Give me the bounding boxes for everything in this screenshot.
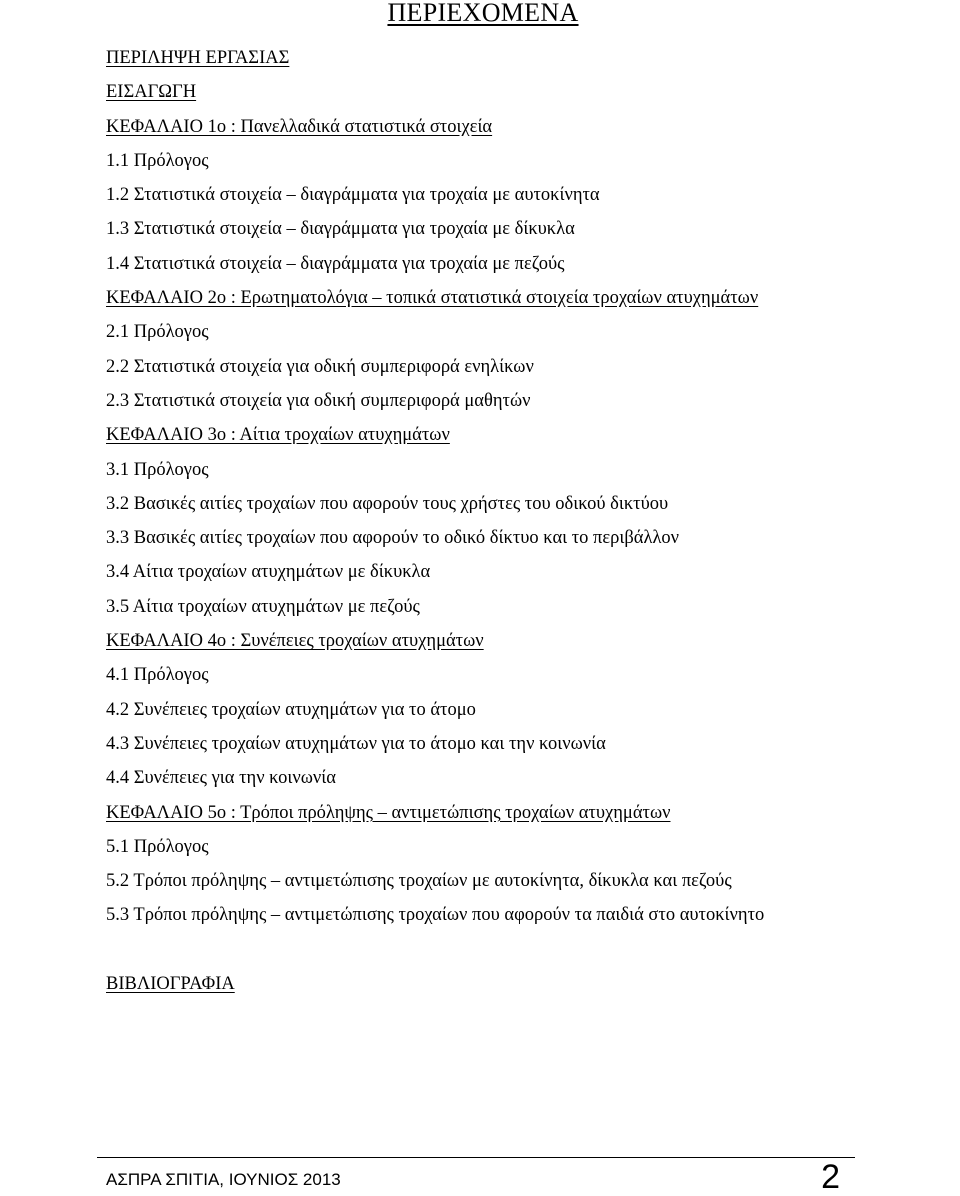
toc-section-link[interactable] [106, 590, 764, 624]
page-number: 2 [821, 1158, 840, 1196]
toc-entry-label: ΕΙΣΑΓΩΓΗ [106, 82, 197, 103]
toc-chapter-link[interactable] [106, 418, 764, 452]
toc-chapter-link[interactable] [106, 41, 764, 75]
toc-section-link[interactable] [106, 693, 764, 727]
toc-section-link[interactable] [106, 898, 764, 932]
toc-chapter-link[interactable] [106, 281, 764, 315]
toc-chapter-link[interactable] [106, 110, 764, 144]
toc-section-link[interactable] [106, 830, 764, 864]
toc-entry-label: 5.2 Τρόποι πρόληψης – αντιμετώπισης τροχαίων με αυτοκίνητα, δίκυκλα και πεζούς [106, 871, 732, 892]
page-title: ΠΕΡΙΕΧΟΜΕΝΑ [387, 0, 579, 27]
toc-section-link[interactable] [106, 864, 764, 898]
toc-chapter-link[interactable] [106, 967, 764, 1001]
toc-section-link[interactable] [106, 487, 764, 521]
toc-entry-label: 4.3 Συνέπειες τροχαίων ατυχημάτων για το άτομο και την κοινωνία [106, 733, 606, 754]
toc-entry-label: 4.4 Συνέπειες για την κοινωνία [106, 768, 336, 789]
toc-section-link[interactable] [106, 727, 764, 761]
footer-divider [97, 1157, 855, 1158]
toc-entry-label: 1.4 Στατιστικά στοιχεία – διαγράμματα για τροχαία με πεζούς [106, 253, 565, 274]
toc-section-link[interactable] [106, 144, 764, 178]
toc-entry-label: 2.3 Στατιστικά στοιχεία για οδική συμπεριφορά μαθητών [106, 390, 531, 411]
toc-entry-label: ΚΕΦΑΛΑΙΟ 1ο : Πανελλαδικά στατιστικά στοιχεία [106, 116, 493, 137]
footer-text: ΑΣΠΡΑ ΣΠΙΤΙΑ, ΙΟΥΝΙΟΣ 2013 [106, 1170, 341, 1189]
toc-section-link[interactable] [106, 521, 764, 555]
toc-section-link[interactable] [106, 658, 764, 692]
toc-entry-label: 2.1 Πρόλογος [106, 322, 209, 343]
toc-section-link[interactable] [106, 247, 764, 281]
toc-section-link[interactable] [106, 761, 764, 795]
toc-entry-label: ΚΕΦΑΛΑΙΟ 2ο : Ερωτηματολόγια – τοπικά στατιστικά στοιχεία τροχαίων ατυχημάτων [106, 288, 759, 309]
toc-section-link[interactable] [106, 178, 764, 212]
toc-entry-label: 3.5 Αίτια τροχαίων ατυχημάτων με πεζούς [106, 596, 420, 617]
toc-entry-label: 2.2 Στατιστικά στοιχεία για οδική συμπεριφορά ενηλίκων [106, 356, 534, 377]
toc-entry-label: 5.1 Πρόλογος [106, 836, 209, 857]
toc-section-link[interactable] [106, 453, 764, 487]
toc-entry-label: 5.3 Τρόποι πρόληψης – αντιμετώπισης τροχαίων που αφορούν τα παιδιά στο αυτοκίνητο [106, 905, 765, 926]
toc-entry-label: ΚΕΦΑΛΑΙΟ 3ο : Αίτια τροχαίων ατυχημάτων [106, 425, 450, 446]
toc-entry-label: 3.3 Βασικές αιτίες τροχαίων που αφορούν το οδικό δίκτυο και το περιβάλλον [106, 528, 680, 549]
toc-entry-label: ΚΕΦΑΛΑΙΟ 5ο : Τρόποι πρόληψης – αντιμετώπισης τροχαίων ατυχημάτων [106, 802, 671, 823]
toc-chapter-link[interactable] [106, 796, 764, 830]
toc-entry-label: 3.1 Πρόλογος [106, 459, 209, 480]
toc-entry-label: 3.2 Βασικές αιτίες τροχαίων που αφορούν τους χρήστες του οδικού δικτύου [106, 493, 669, 514]
toc-entry-label: 1.2 Στατιστικά στοιχεία – διαγράμματα για τροχαία με αυτοκίνητα [106, 185, 600, 206]
toc-entry-label: 1.3 Στατιστικά στοιχεία – διαγράμματα για τροχαία με δίκυκλα [106, 219, 575, 240]
toc-entry-label: ΠΕΡΙΛΗΨΗ ΕΡΓΑΣΙΑΣ [106, 48, 290, 68]
toc-entry-label: 4.1 Πρόλογος [106, 665, 209, 686]
toc-entry-label: 4.2 Συνέπειες τροχαίων ατυχημάτων για το άτομο [106, 699, 476, 720]
toc-section-link[interactable] [106, 555, 764, 589]
toc-section-link[interactable] [106, 350, 764, 384]
toc-chapter-link[interactable] [106, 624, 764, 658]
toc-section-link[interactable] [106, 212, 764, 246]
toc-entry-label: 1.1 Πρόλογος [106, 150, 209, 171]
toc-section-link[interactable] [106, 315, 764, 349]
toc-entry-label: ΚΕΦΑΛΑΙΟ 4ο : Συνέπειες τροχαίων ατυχημάτων [106, 631, 484, 652]
toc-entry-label: 3.4 Αίτια τροχαίων ατυχημάτων με δίκυκλα [106, 562, 431, 583]
toc-entry-label: ΒΙΒΛΙΟΓΡΑΦΙΑ [106, 973, 235, 994]
toc-section-link[interactable] [106, 384, 764, 418]
table-of-contents [106, 41, 764, 1001]
toc-chapter-link[interactable] [106, 75, 764, 109]
